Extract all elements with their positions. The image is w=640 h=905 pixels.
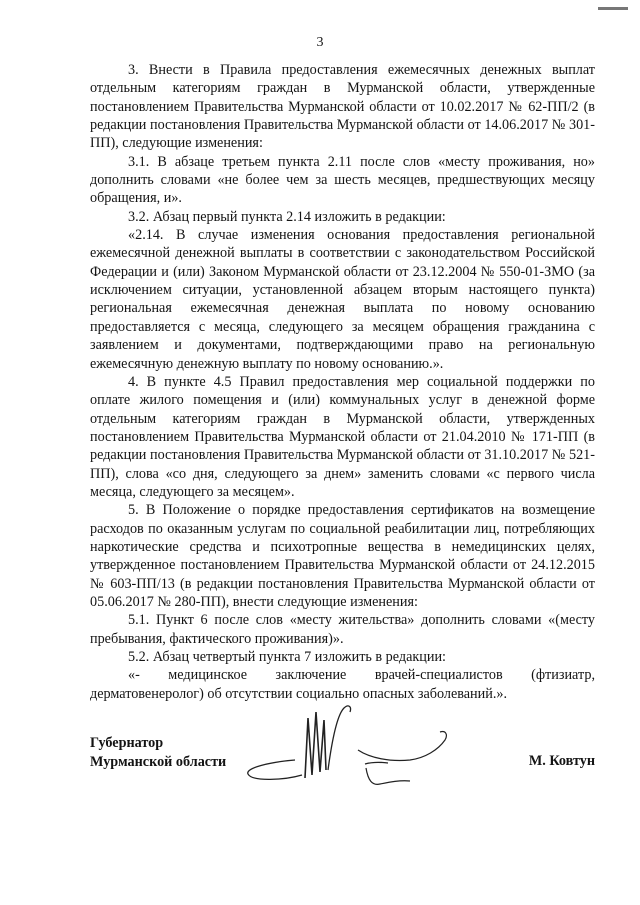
- signatory-title-line1: Губернатор: [90, 735, 164, 751]
- document-body: [90, 61, 595, 703]
- paragraph-5-1: 5.1. Пункт 6 после слов «месту жительства» дополнить словами «(месту пребывания, фактического проживания)».: [90, 612, 595, 647]
- signature-block: [90, 734, 595, 794]
- signatory-title: [90, 734, 226, 771]
- scan-mark: [598, 7, 628, 10]
- paragraph-5: 5. В Положение о порядке предоставления сертификатов на возмещение расходов по оказанным услугам по социальной реабилитации лиц, потребляющих наркотические средства и психотропные вещества в немедицинских целях, утвержденное постановлением Правительства Мурманской области от 24.12.2015 № 603-ПП/13 (в редакции постановления Правительства Мурманской области от 05.06.2017 № 280-ПП), внести следующие изменения:: [90, 502, 595, 610]
- paragraph-5-2: 5.2. Абзац четвертый пункта 7 изложить в редакции:: [128, 649, 446, 665]
- signatory-name: М. Ковтун: [528, 753, 595, 769]
- signatory-title-line2: Мурманской области: [90, 753, 227, 770]
- paragraph-3-1: 3.1. В абзаце третьем пункта 2.11 после слов «месту проживания, но» дополнить словами «не более чем за шесть месяцев, предшествующих месяцу обращения, и».: [90, 153, 595, 207]
- paragraph-3-2: 3.2. Абзац первый пункта 2.14 изложить в редакции:: [128, 208, 446, 225]
- paragraph-2-14-quote: «2.14. В случае изменения основания предоставления региональной ежемесячной денежной выплаты в соответствии с законодательством Российской Федерации и (или) Законом Мурманской области от 23.12.2004 № 550-01-ЗМО (за исключением ситуации, установленной абзацем вторым настоящего пункта) региональная ежемесячная денежная выплата по новому основанию предоставляется с месяца, следующего за месяцем обращения гражданина с заявлением и документами, подтверждающими право на региональную ежемесячную денежную выплату по новому основанию.».: [90, 227, 595, 372]
- paragraph-5-2-quote: «- медицинское заключение врачей-специалистов (фтизиатр, дерматовенеролог) об отсутствии социально опасных заболеваний.».: [90, 667, 595, 702]
- paragraph-3: 3. Внести в Правила предоставления ежемесячных денежных выплат отдельным категориям граждан в Мурманской области, утвержденные постановлением Правительства Мурманской области от 10.02.2017 № 62-ПП/2 (в редакции постановления Правительства Мурманской области от 14.06.2017 № 301-ПП), следующие изменения:: [90, 62, 595, 152]
- paragraph-4: 4. В пункте 4.5 Правил предоставления мер социальной поддержки по оплате жилого помещения и (или) коммунальных услуг в денежной форме отдельным категориям граждан в Мурманской области, утвержденных постановлением Правительства Мурманской области от 21.04.2010 № 171-ПП (в редакции постановления Правительства Мурманской области от 31.10.2017 № 521-ПП), слова «со дня, следующего за днем» заменить словами «с первого числа месяца, следующего за месяцем».: [90, 373, 595, 500]
- page-number: 3: [316, 35, 324, 50]
